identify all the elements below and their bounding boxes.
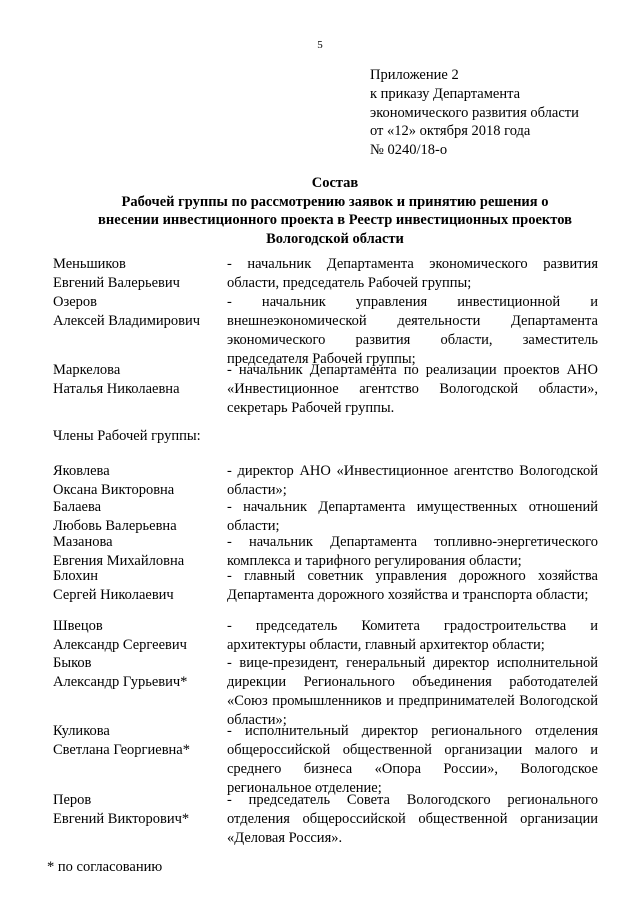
person-surname: Маркелова: [53, 362, 121, 378]
appendix-line: от «12» октября 2018 года: [370, 123, 531, 140]
person-given-name: Александр Гурьевич*: [53, 673, 188, 690]
person-given-name: Любовь Валерьевна: [53, 517, 177, 534]
person-given-name: Светлана Георгиевна*: [53, 741, 190, 758]
person-role: - председатель Комитета градостроительства и архитектуры области, главный архитектор области;: [227, 618, 598, 653]
appendix-line: к приказу Департамента: [370, 85, 521, 102]
person-name: [53, 293, 225, 331]
person-given-name: Александр Сергеевич: [53, 636, 187, 653]
person-name: [53, 567, 225, 605]
person-role: - начальник управления инвестиционной и внешнеэкономической деятельности Департамента экономического развития области, заместитель председателя Рабочей группы;: [227, 294, 598, 367]
person-given-name: Евгения Михайловна: [53, 552, 185, 569]
person-given-name: Евгений Валерьевич: [53, 274, 180, 291]
person-role: - вице-президент, генеральный директор исполнительной дирекции Регионального объединения работодателей «Союз промышленников и предпринимателей Вологодской области»;: [227, 655, 598, 728]
document-title: [60, 174, 610, 248]
person-surname: Балаева: [53, 499, 102, 515]
person-surname: Перов: [53, 792, 92, 808]
person-name: [53, 361, 225, 399]
appendix-line: № 0240/18-о: [370, 142, 448, 159]
title-line: Вологодской области: [266, 230, 404, 247]
appendix-line: экономического развития области: [370, 104, 579, 121]
appendix-header: [370, 66, 579, 160]
person-name: [53, 791, 225, 829]
footnote: * по согласованию: [47, 859, 163, 875]
person-surname: Мазанова: [53, 534, 113, 550]
appendix-line: Приложение 2: [370, 67, 459, 83]
person-surname: Швецов: [53, 618, 103, 634]
person-surname: Куликова: [53, 723, 110, 739]
person-given-name: Евгений Викторович*: [53, 810, 190, 827]
person-name: [53, 617, 225, 655]
title-line: Состав: [311, 175, 359, 191]
person-name: [53, 654, 225, 692]
person-role: - начальник Департамента топливно-энергетического комплекса и тарифного регулирования области;: [227, 534, 598, 569]
person-given-name: Сергей Николаевич: [53, 586, 174, 603]
person-surname: Меньшиков: [53, 256, 126, 272]
title-line: внесении инвестиционного проекта в Реестр инвестиционных проектов: [98, 212, 572, 229]
person-given-name: Алексей Владимирович: [53, 312, 201, 329]
page-number: 5: [317, 39, 323, 51]
person-role: - начальник Департамента экономического развития области, председатель Рабочей группы;: [227, 256, 598, 291]
person-surname: Быков: [53, 655, 92, 671]
person-surname: Озеров: [53, 294, 97, 310]
person-given-name: Наталья Николаевна: [53, 380, 180, 397]
person-name: [53, 498, 225, 536]
person-name: [53, 462, 225, 500]
person-role: - директор АНО «Инвестиционное агентство Вологодской области»;: [227, 463, 598, 498]
person-role: - начальник Департамента по реализации проектов АНО «Инвестиционное агентство Вологодской области», секретарь Рабочей группы.: [227, 362, 598, 416]
person-role: - начальник Департамента имущественных отношений области;: [227, 499, 598, 534]
person-name: [53, 533, 225, 571]
person-name: [53, 722, 225, 760]
person-role: - исполнительный директор регионального отделения общероссийской общественной организации малого и среднего бизнеса «Опора России», Вологодское региональное отделение;: [227, 723, 598, 796]
person-role: - главный советник управления дорожного хозяйства Департамента дорожного хозяйства и транспорта области;: [227, 568, 598, 603]
title-line: Рабочей группы по рассмотрению заявок и принятию решения о: [121, 193, 549, 210]
person-name: [53, 255, 225, 293]
person-role: - председатель Совета Вологодского регионального отделения общероссийской общественной организации «Деловая Россия».: [227, 792, 598, 846]
members-heading: Члены Рабочей группы:: [53, 428, 201, 444]
person-surname: Яковлева: [53, 463, 110, 479]
person-surname: Блохин: [53, 568, 99, 584]
person-given-name: Оксана Викторовна: [53, 481, 175, 498]
